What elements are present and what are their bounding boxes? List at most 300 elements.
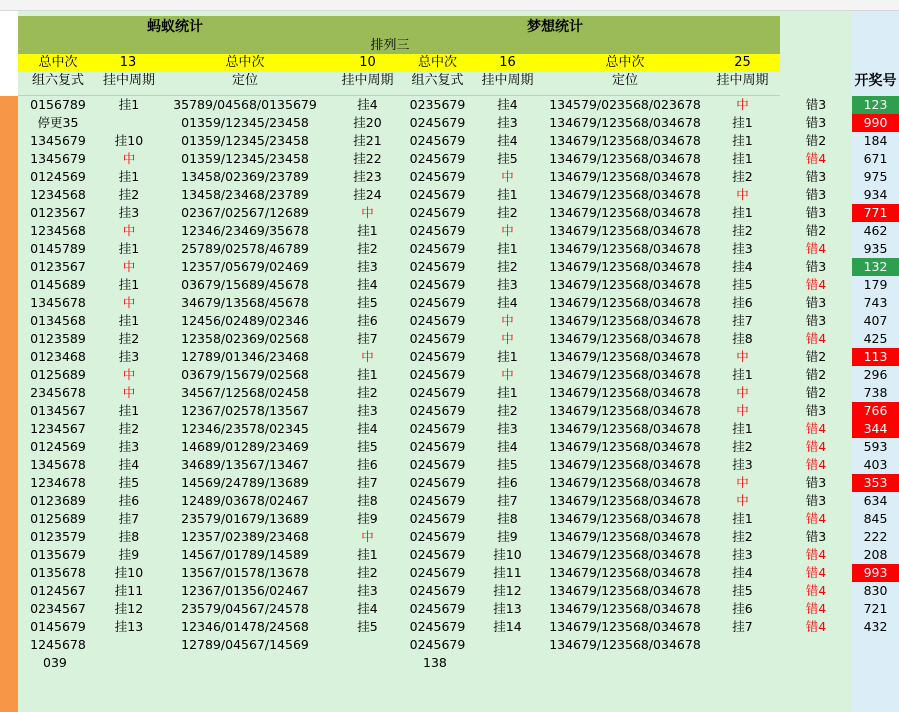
cell-c: 35789/04568/0135679 (173, 97, 317, 112)
cell-g: 134679/123568/034678 (549, 385, 701, 400)
cell-d: 挂5 (357, 295, 378, 310)
cell-e: 0245679 (409, 529, 466, 544)
cell-f: 挂4 (497, 133, 518, 148)
cell-d: 中 (361, 349, 374, 364)
cell-c: 34679/13568/45678 (181, 295, 309, 310)
cell-b: 挂9 (118, 547, 140, 562)
cell-b: 挂1 (118, 241, 140, 256)
cell-e: 0245679 (409, 169, 466, 184)
cell-h: 挂1 (732, 115, 753, 130)
cell-a: 1234568 (30, 223, 86, 238)
cell-d: 挂6 (357, 457, 378, 472)
cell-h: 中 (736, 97, 749, 112)
cell-e: 0245679 (409, 637, 466, 652)
cell-c: 13458/23468/23789 (181, 187, 309, 202)
cell-d: 挂3 (357, 403, 378, 418)
cell-d: 挂6 (357, 313, 378, 328)
table-row (0, 546, 899, 564)
cell-c: 02367/02567/12689 (181, 205, 309, 220)
cell-i: 错3 (805, 295, 827, 310)
cell-f: 挂4 (497, 439, 518, 454)
cell-e: 0235679 (409, 97, 466, 112)
cell-c: 12346/23469/35678 (181, 223, 309, 238)
cell-a: 停更35 (37, 115, 79, 130)
cell-i (780, 636, 852, 654)
cell-h: 挂1 (732, 205, 753, 220)
cell-a: 0145679 (30, 619, 86, 634)
cell-b: 挂4 (118, 457, 140, 472)
cell-g: 134679/123568/034678 (549, 421, 701, 436)
cell-g: 134679/123568/034678 (549, 565, 701, 580)
cell-h: 挂4 (732, 259, 753, 274)
cell-i: 错3 (805, 475, 827, 490)
cell-h: 挂3 (732, 547, 753, 562)
table-row (0, 474, 899, 492)
cell-c: 12456/02489/02346 (181, 313, 309, 328)
cell-j: 671 (863, 151, 888, 166)
cell-g: 134679/123568/034678 (549, 457, 701, 472)
cell-d: 挂1 (357, 547, 378, 562)
cell-i: 错3 (805, 97, 827, 112)
cell-f: 中 (501, 313, 514, 328)
summary-label-3: 总中次 (417, 55, 457, 70)
cell-j: 462 (863, 223, 888, 238)
table-row (0, 348, 899, 366)
header-cycle-b: 挂中周期 (341, 73, 394, 88)
cell-h: 挂3 (732, 457, 753, 472)
cell-d: 挂9 (357, 511, 378, 526)
header-draw-number: 开奖号 (854, 73, 897, 89)
cell-c: 12357/02389/23468 (181, 529, 309, 544)
cell-e: 0245679 (409, 187, 466, 202)
cell-j: 975 (863, 169, 888, 184)
cell-d (330, 636, 405, 654)
cell-e: 0245679 (409, 223, 466, 238)
cell-j: 634 (863, 493, 888, 508)
cell-c: 12358/02369/02568 (181, 331, 309, 346)
cell-i: 错2 (805, 349, 827, 364)
table-row (0, 330, 899, 348)
cell-j: 407 (863, 313, 888, 328)
table-row (0, 564, 899, 582)
cell-j: 179 (863, 277, 888, 292)
cell-c: 34689/13567/13467 (181, 457, 309, 472)
cell-j: 353 (852, 474, 899, 492)
cell-j: 132 (852, 258, 899, 276)
cell-d: 中 (361, 529, 374, 544)
cell-i: 错2 (805, 367, 827, 382)
summary-total-c: 16 (499, 55, 516, 70)
cell-b: 中 (122, 295, 136, 310)
table-row (0, 366, 899, 384)
cell-c: 14689/01289/23469 (181, 439, 309, 454)
header-zu6-a: 组六复式 (31, 73, 84, 88)
cell-h: 中 (736, 493, 749, 508)
cell-h: 挂1 (732, 367, 753, 382)
cell-d: 挂4 (357, 277, 378, 292)
cell-c: 12367/01356/02467 (181, 583, 309, 598)
cell-j: 123 (852, 96, 899, 114)
table-row (0, 528, 899, 546)
cell-b: 挂3 (118, 439, 140, 454)
cell-f: 挂10 (493, 547, 522, 562)
cell-g: 134679/123568/034678 (549, 637, 701, 652)
cell-e: 0245679 (409, 457, 466, 472)
cell-g: 134579/023568/023678 (549, 97, 701, 112)
cell-d: 挂4 (357, 97, 378, 112)
cell-h: 挂6 (732, 601, 753, 616)
cell-h: 挂5 (732, 277, 753, 292)
cell-b: 挂13 (114, 619, 144, 634)
cell-b: 挂2 (118, 187, 140, 202)
cell-b: 挂2 (118, 421, 140, 436)
cell-d: 挂1 (357, 223, 378, 238)
table-row (0, 636, 899, 654)
cell-j: 993 (852, 564, 899, 582)
cell-h: 挂1 (732, 511, 753, 526)
cell-e: 0245679 (409, 241, 466, 256)
cell-a: 0123579 (30, 529, 86, 544)
cell-g: 134679/123568/034678 (549, 511, 701, 526)
cell-g: 134679/123568/034678 (549, 547, 701, 562)
cell-b (98, 636, 160, 654)
cell-i: 错4 (805, 277, 827, 292)
cell-a: 0123567 (30, 205, 86, 220)
cell-i: 错4 (805, 547, 827, 562)
cell-h: 中 (736, 475, 749, 490)
cell-g: 134679/123568/034678 (549, 529, 701, 544)
cell-d: 挂5 (357, 439, 378, 454)
cell-f: 挂12 (493, 583, 522, 598)
cell-e: 0245679 (409, 133, 466, 148)
cell-d: 挂2 (357, 385, 378, 400)
cell-f: 中 (501, 367, 514, 382)
cell-b: 挂10 (114, 565, 144, 580)
cell-e: 0245679 (409, 205, 466, 220)
title-left: 蚂蚁统计 (147, 19, 203, 35)
cell-h: 挂7 (732, 619, 753, 634)
cell-h (705, 654, 780, 672)
cell-f: 挂5 (497, 151, 518, 166)
cell-h: 挂1 (732, 133, 753, 148)
cell-e: 0245679 (409, 259, 466, 274)
cell-j: 766 (852, 402, 899, 420)
cell-a: 0156789 (30, 97, 86, 112)
cell-b: 中 (122, 151, 136, 166)
cell-g: 134679/123568/034678 (549, 439, 701, 454)
table-row (0, 150, 899, 168)
cell-i (780, 654, 852, 672)
cell-a: 0123589 (30, 331, 86, 346)
cell-b: 挂5 (118, 475, 140, 490)
table-row (0, 438, 899, 456)
cell-c: 12357/05679/02469 (181, 259, 309, 274)
cell-a: 0145689 (30, 277, 86, 292)
cell-h: 挂3 (732, 241, 753, 256)
cell-f: 中 (501, 331, 514, 346)
cell-i: 错3 (805, 169, 827, 184)
cell-g: 134679/123568/034678 (549, 601, 701, 616)
cell-a: 1234568 (30, 187, 86, 202)
cell-a: 1234678 (30, 475, 86, 490)
cell-d: 挂2 (357, 241, 378, 256)
cell-h: 中 (736, 187, 749, 202)
cell-b (98, 114, 160, 132)
table-row (0, 96, 899, 114)
cell-f: 中 (501, 223, 514, 238)
cell-b: 挂1 (118, 313, 140, 328)
table-row (0, 294, 899, 312)
cell-d: 挂7 (357, 475, 378, 490)
cell-b: 挂12 (114, 601, 144, 616)
cell-h: 挂2 (732, 169, 753, 184)
cell-b: 挂1 (118, 403, 140, 418)
cell-b (98, 654, 160, 672)
cell-e: 0245679 (409, 547, 466, 562)
cell-g: 134679/123568/034678 (549, 241, 701, 256)
cell-a: 0124567 (30, 583, 86, 598)
cell-g: 134679/123568/034678 (549, 295, 701, 310)
table-row (0, 420, 899, 438)
cell-e: 0245679 (409, 421, 466, 436)
cell-c: 01359/12345/23458 (181, 151, 309, 166)
cell-j: 845 (863, 511, 888, 526)
summary-label-4: 总中次 (605, 55, 645, 70)
cell-a: 1345678 (30, 457, 86, 472)
table-row (0, 132, 899, 150)
cell-f: 挂4 (497, 97, 518, 112)
cell-j: 721 (863, 601, 888, 616)
table-row (0, 510, 899, 528)
cell-f: 挂11 (493, 565, 522, 580)
cell-f: 中 (501, 169, 514, 184)
cell-i: 错4 (805, 331, 827, 346)
cell-a: 1245678 (30, 637, 86, 652)
cell-a: 039 (43, 655, 67, 670)
cell-j: 403 (863, 457, 888, 472)
cell-h: 挂6 (732, 295, 753, 310)
cell-i: 错4 (805, 601, 827, 616)
header-position-a: 定位 (231, 73, 258, 88)
table-row (0, 402, 899, 420)
cell-g: 134679/123568/034678 (549, 133, 701, 148)
cell-d: 挂3 (357, 259, 378, 274)
cell-h: 挂2 (732, 529, 753, 544)
cell-a: 1345678 (30, 295, 86, 310)
cell-h: 挂8 (732, 331, 753, 346)
cell-c: 12789/01346/23468 (181, 349, 309, 364)
cell-a: 2345678 (30, 385, 86, 400)
cell-i: 错4 (805, 421, 827, 436)
header-cycle-d: 挂中周期 (716, 73, 769, 88)
cell-e: 138 (423, 655, 447, 670)
cell-a: 0134567 (30, 403, 86, 418)
summary-label-1: 总中次 (38, 55, 78, 70)
summary-total-a: 13 (119, 55, 137, 70)
cell-f: 挂3 (497, 421, 518, 436)
cell-j: 935 (863, 241, 888, 256)
cell-d: 挂22 (353, 151, 382, 166)
cell-d: 挂23 (353, 169, 382, 184)
cell-i: 错4 (805, 241, 827, 256)
cell-c: 12367/02578/13567 (181, 403, 309, 418)
cell-a: 0123689 (30, 493, 86, 508)
cell-h: 挂2 (732, 439, 753, 454)
header-cycle-c: 挂中周期 (481, 73, 534, 88)
table-row (0, 654, 899, 672)
cell-f (470, 636, 545, 654)
cell-d: 挂3 (357, 583, 378, 598)
cell-b: 挂8 (118, 529, 140, 544)
cell-e: 0245679 (409, 295, 466, 310)
table-row (0, 276, 899, 294)
cell-g: 134679/123568/034678 (549, 205, 701, 220)
cell-f: 挂14 (493, 619, 522, 634)
cell-e: 0245679 (409, 367, 466, 382)
cell-i: 错3 (805, 205, 827, 220)
table-row (0, 240, 899, 258)
cell-g: 134679/123568/034678 (549, 583, 701, 598)
cell-e: 0245679 (409, 619, 466, 634)
cell-i: 错4 (805, 151, 827, 166)
cell-j: 990 (852, 114, 899, 132)
cell-g: 134679/123568/034678 (549, 313, 701, 328)
cell-g: 134679/123568/034678 (549, 493, 701, 508)
cell-d: 挂4 (357, 601, 378, 616)
cell-c: 12489/03678/02467 (181, 493, 309, 508)
cell-c: 12346/01478/24568 (181, 619, 309, 634)
cell-d: 挂24 (353, 187, 382, 202)
cell-i: 错2 (805, 223, 827, 238)
cell-d: 挂7 (357, 331, 378, 346)
cell-c: 03679/15689/45678 (181, 277, 309, 292)
cell-b: 挂3 (118, 349, 140, 364)
cell-d: 挂4 (357, 421, 378, 436)
cell-e: 0245679 (409, 403, 466, 418)
cell-f: 挂9 (497, 529, 518, 544)
cell-a: 1234567 (30, 421, 86, 436)
cell-a: 0135679 (30, 547, 86, 562)
cell-d: 挂21 (353, 133, 382, 148)
table-row (0, 258, 899, 276)
cell-e: 0245679 (409, 349, 466, 364)
cell-b: 挂2 (118, 331, 140, 346)
table-row (0, 492, 899, 510)
cell-h: 挂2 (732, 223, 753, 238)
cell-i: 错4 (805, 619, 827, 634)
cell-i: 错3 (805, 403, 827, 418)
table-row (0, 222, 899, 240)
table-row (0, 114, 899, 132)
cell-j: 113 (852, 348, 899, 366)
cell-h (705, 636, 780, 654)
cell-f: 挂3 (497, 115, 518, 130)
summary-total-d: 25 (734, 55, 751, 70)
cell-e: 0245679 (409, 277, 466, 292)
cell-g: 134679/123568/034678 (549, 367, 701, 382)
cell-f: 挂2 (497, 403, 518, 418)
header-zu6-b: 组六复式 (411, 73, 464, 88)
cell-a: 0135678 (30, 565, 86, 580)
cell-f: 挂1 (497, 241, 518, 256)
cell-i: 错3 (805, 115, 827, 130)
cell-f: 挂8 (497, 511, 518, 526)
cell-g: 134679/123568/034678 (549, 223, 701, 238)
cell-h: 中 (736, 385, 749, 400)
table-row (0, 582, 899, 600)
cell-f: 挂5 (497, 457, 518, 472)
cell-f: 挂1 (497, 349, 518, 364)
cell-f: 挂7 (497, 493, 518, 508)
cell-d: 挂20 (353, 115, 382, 130)
cell-j (852, 636, 899, 654)
cell-b: 挂11 (114, 583, 144, 598)
cell-e: 0245679 (409, 475, 466, 490)
cell-j: 738 (863, 385, 888, 400)
cell-c: 13458/02369/23789 (181, 169, 309, 184)
cell-j: 184 (863, 133, 888, 148)
cell-c: 03679/15679/02568 (181, 367, 309, 382)
cell-f: 挂3 (497, 277, 518, 292)
title-right: 梦想统计 (527, 19, 583, 35)
cell-i: 错3 (805, 187, 827, 202)
cell-f: 挂6 (497, 475, 518, 490)
cell-j: 425 (863, 331, 888, 346)
cell-b: 挂1 (118, 97, 140, 112)
cell-i: 错3 (805, 493, 827, 508)
cell-j: 344 (852, 420, 899, 438)
cell-g: 134679/123568/034678 (549, 151, 701, 166)
cell-g: 134679/123568/034678 (549, 331, 701, 346)
cell-i: 错4 (805, 439, 827, 454)
cell-g: 134679/123568/034678 (549, 115, 701, 130)
cell-d: 中 (361, 205, 374, 220)
cell-j: 743 (863, 295, 888, 310)
cell-g: 134679/123568/034678 (549, 475, 701, 490)
cell-c: 25789/02578/46789 (181, 241, 309, 256)
cell-g: 134679/123568/034678 (549, 259, 701, 274)
cell-c: 23579/01679/13689 (181, 511, 309, 526)
cell-c: 23579/04567/24578 (181, 601, 309, 616)
cell-c: 13567/01578/13678 (181, 565, 309, 580)
cell-h: 挂4 (732, 565, 753, 580)
table-row (0, 384, 899, 402)
cell-j: 222 (863, 529, 888, 544)
cell-e: 0245679 (409, 511, 466, 526)
cell-g (545, 654, 705, 672)
cell-e: 0245679 (409, 583, 466, 598)
cell-a: 0234567 (30, 601, 86, 616)
cell-i: 错3 (805, 529, 827, 544)
cell-e: 0245679 (409, 331, 466, 346)
cell-e: 0245679 (409, 385, 466, 400)
cell-b: 挂3 (118, 205, 140, 220)
cell-f: 挂4 (497, 295, 518, 310)
cell-i: 错4 (805, 583, 827, 598)
cell-i: 错3 (805, 259, 827, 274)
cell-a: 0123468 (30, 349, 86, 364)
cell-f: 挂1 (497, 187, 518, 202)
cell-h: 挂1 (732, 151, 753, 166)
cell-g: 134679/123568/034678 (549, 619, 701, 634)
cell-i: 错3 (805, 313, 827, 328)
header-position-b: 定位 (611, 73, 638, 88)
cell-c: 34567/12568/02458 (181, 385, 309, 400)
table-row (0, 168, 899, 186)
summary-label-2: 总中次 (225, 55, 265, 70)
cell-a: 1345679 (30, 151, 86, 166)
cell-f: 挂13 (493, 601, 522, 616)
